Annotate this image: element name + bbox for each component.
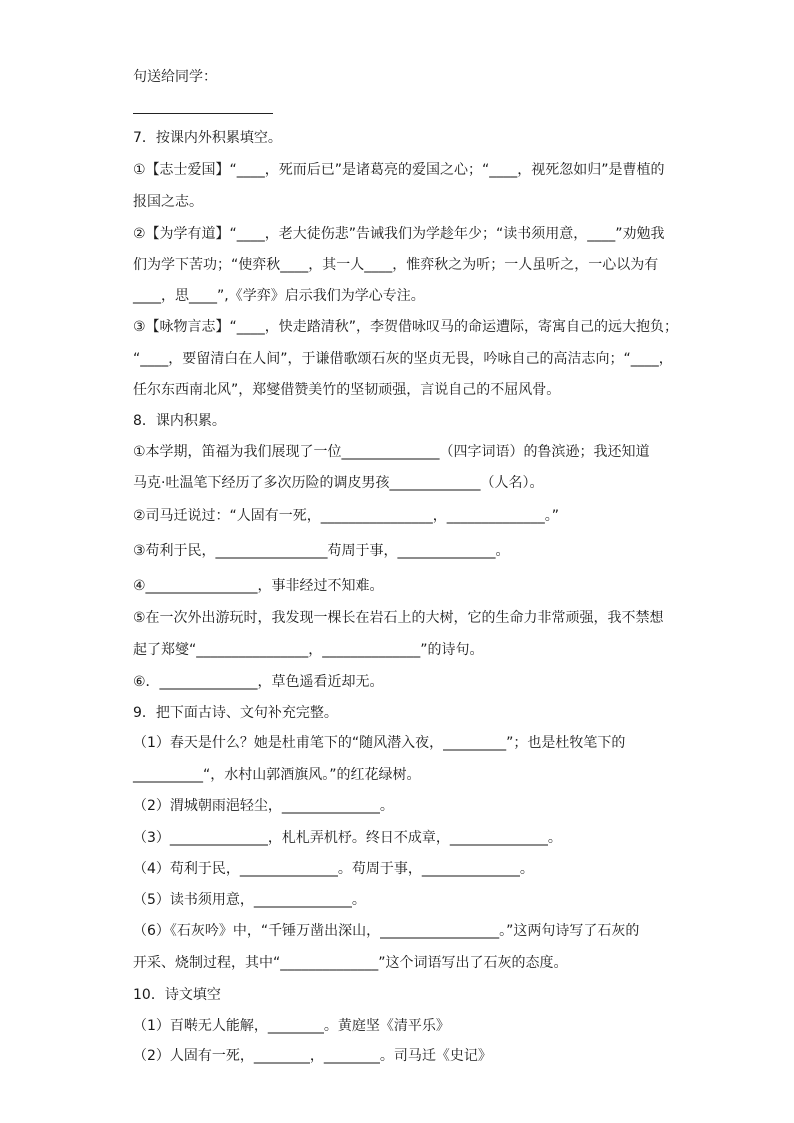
- text-line: （2）渭城朝雨浥轻尘，______________。: [133, 798, 394, 814]
- text-line: 报国之志。: [133, 194, 203, 210]
- text-line: 起了郑燮“________________，______________”的诗句。: [133, 642, 484, 658]
- question-9-title: 9．把下面古诗、文句补充完整。: [133, 705, 338, 721]
- text-line: 们为学下苦功；“使弈秋____，其一人____，惟弈秋之为听；一人虽听之，一心以为有: [133, 257, 659, 273]
- text-line: ⑥．______________，草色遥看近却无。: [133, 674, 384, 690]
- text-line: ①【志士爱国】“____，死而后已”是诸葛亮的爱国之心；“____，视死忽如归”是曹植的: [133, 162, 665, 178]
- text-line: 任尔东西南北风”，郑燮借赞美竹的坚韧顽强，言说自己的不屈风骨。: [133, 382, 561, 398]
- text-line: ②【为学有道】“____，老大徒伤悲”告诫我们为学趁年少；“读书须用意，____”劝勉我: [133, 226, 665, 242]
- text-line: （3）______________，札札弄机杼。终日不成章，______________。: [133, 830, 562, 846]
- text-line: ④________________，事非经过不知难。: [133, 578, 384, 594]
- text-line: “____，要留清白在人间”，于谦借歌颂石灰的坚贞无畏，吟咏自己的高洁志向；“____，: [133, 351, 673, 367]
- text-line: （2）人固有一死，________，________。司马迁《史记》: [133, 1048, 492, 1064]
- text-line: __________“，水村山郭酒旗风。”的红花绿树。: [133, 767, 421, 783]
- text-line: （5）读书须用意，______________。: [133, 892, 366, 908]
- text-line: 开采、烧制过程，其中“______________”这个词语写出了石灰的态度。: [133, 955, 568, 971]
- text-line: ③【咏物言志】“____，快走踏清秋”，李贺借咏叹马的命运遭际，寄寓自己的远大抱负；: [133, 319, 679, 335]
- text-line: ⑤在一次外出游玩时，我发现一棵长在岩石上的大树，它的生命力非常顽强，我不禁想: [133, 610, 664, 626]
- text-line: 句送给同学：: [133, 69, 217, 85]
- text-line: ③苟利于民，________________苟周于事，______________。: [133, 543, 510, 559]
- text-line: （4）苟利于民，______________。苟周于事，______________。: [133, 861, 534, 877]
- text-line: ①本学期，笛福为我们展现了一位______________（四字词语）的鲁滨逊；我还知道: [133, 444, 650, 460]
- question-7-title: 7．按课内外积累填空。: [133, 130, 282, 146]
- question-8-title: 8．课内积累。: [133, 413, 226, 429]
- text-line: ____，思____”,《学弈》启示我们为学心专注。: [133, 288, 425, 304]
- text-line: 马克·吐温笔下经历了多次历险的调皮男孩_____________（人名）。: [133, 475, 544, 491]
- text-line: ②司马迁说过：“人固有一死，________________，______________。”: [133, 508, 560, 524]
- text-line: （1）春天是什么？她是杜甫笔下的“随风潜入夜，_________”；也是杜牧笔下的: [133, 735, 626, 751]
- question-10-title: 10．诗文填空: [133, 987, 221, 1003]
- answer-blank-line: [133, 113, 273, 114]
- text-line: （1）百啭无人能解，________。黄庭坚《清平乐》: [133, 1018, 450, 1034]
- text-line: （6）《石灰吟》中，“千锤万凿出深山，_________________。”这两句诗写了石灰的: [133, 923, 640, 939]
